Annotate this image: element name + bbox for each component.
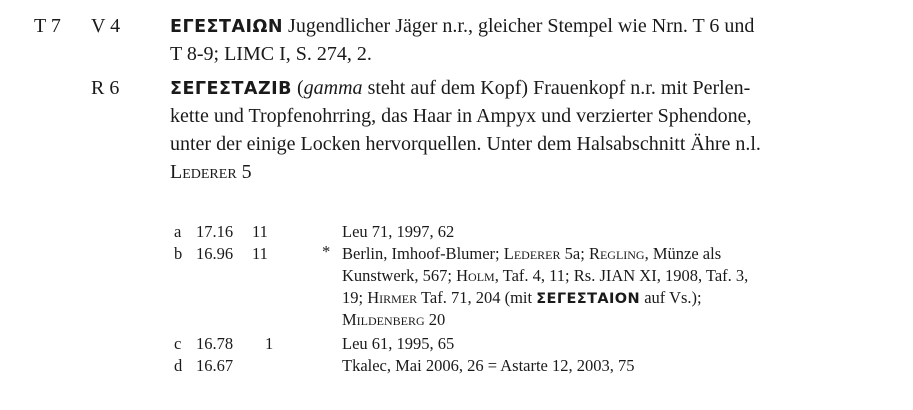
greek-legend: ΣΕΓΕΣΤΑΙΟΝ: [536, 291, 641, 307]
ref-text: , Taf. 4, 11; Rs. JIAN XI, 1908, Taf. 3,: [494, 266, 749, 285]
ref-text: Berlin, Imhoof-Blumer;: [342, 244, 500, 263]
specimen-ref-line-1: [342, 244, 721, 264]
ref-text: Kunstwerk, 567;: [342, 266, 452, 285]
specimen-weight: 17.16: [196, 222, 234, 241]
specimen-axis: 11: [252, 222, 268, 241]
reverse-label: R 6: [91, 77, 120, 99]
specimen-axis: 11: [252, 244, 268, 263]
specimen-ref: Leu 71, 1997, 62: [342, 222, 455, 241]
specimen-ref: Tkalec, Mai 2006, 26 = Astarte 12, 2003, 75: [342, 356, 635, 375]
specimen-ref: Leu 61, 1995, 65: [342, 334, 455, 353]
paren-open: (: [297, 77, 304, 99]
gamma-word: gamma: [303, 77, 363, 99]
specimen-letter: b: [174, 244, 183, 263]
specimen-letter: d: [174, 356, 183, 375]
specimen-weight: 16.67: [196, 356, 234, 375]
ref-author: Hirmer: [367, 288, 418, 307]
specimen-letter: c: [174, 334, 182, 353]
ref-text: 19;: [342, 288, 364, 307]
obverse-desc-line-2: T 8-9; LIMC I, S. 274, 2.: [170, 43, 372, 65]
reverse-desc-line-3: unter der einige Locken hervorquellen. Unter dem Halsabschnitt Ähre n.l.: [170, 133, 761, 155]
ref-author: Mildenberg: [342, 310, 425, 329]
ref-text: , Münze als: [644, 244, 722, 263]
obverse-label: V 4: [91, 15, 121, 37]
specimen-star: *: [322, 242, 331, 261]
specimen-weight: 16.96: [196, 244, 234, 263]
specimen-ref-line-2: [342, 266, 748, 286]
ref-text: auf Vs.);: [644, 288, 702, 307]
reverse-desc-line-1: [170, 76, 750, 101]
ref-text: Taf. 71, 204 (mit: [420, 288, 533, 307]
ref-author: Lederer: [503, 244, 561, 263]
obverse-desc-text: Jugendlicher Jäger n.r., gleicher Stempel wie Nrn. T 6 und: [288, 15, 755, 37]
obverse-desc-line-1: [170, 14, 754, 39]
ref-text: 20: [428, 310, 446, 329]
ref-author: Regling: [588, 244, 645, 263]
reverse-desc-line-4: Lederer 5: [170, 161, 252, 183]
ref-text: 5a;: [564, 244, 585, 263]
reverse-desc-text: Frauenkopf n.r. mit Perlen-: [533, 77, 751, 99]
specimen-ref-line-4: [342, 310, 445, 330]
obverse-legend: ΕΓΕΣΤΑΙΩΝ: [170, 17, 284, 37]
specimen-letter: a: [174, 222, 182, 241]
reverse-desc-line-2: kette und Tropfenohrring, das Haar in Ampyx und verzierter Sphendone,: [170, 105, 752, 127]
reverse-legend: ΣΕΓΕΣΤΑΖΙΒ: [170, 79, 292, 99]
ref-author: Holm: [456, 266, 495, 285]
specimen-weight: 16.78: [196, 334, 234, 353]
paren-rest: steht auf dem Kopf): [367, 77, 529, 99]
specimen-axis: 1: [265, 334, 274, 353]
specimen-ref-line-3: [342, 288, 702, 309]
type-label: T 7: [34, 15, 61, 37]
